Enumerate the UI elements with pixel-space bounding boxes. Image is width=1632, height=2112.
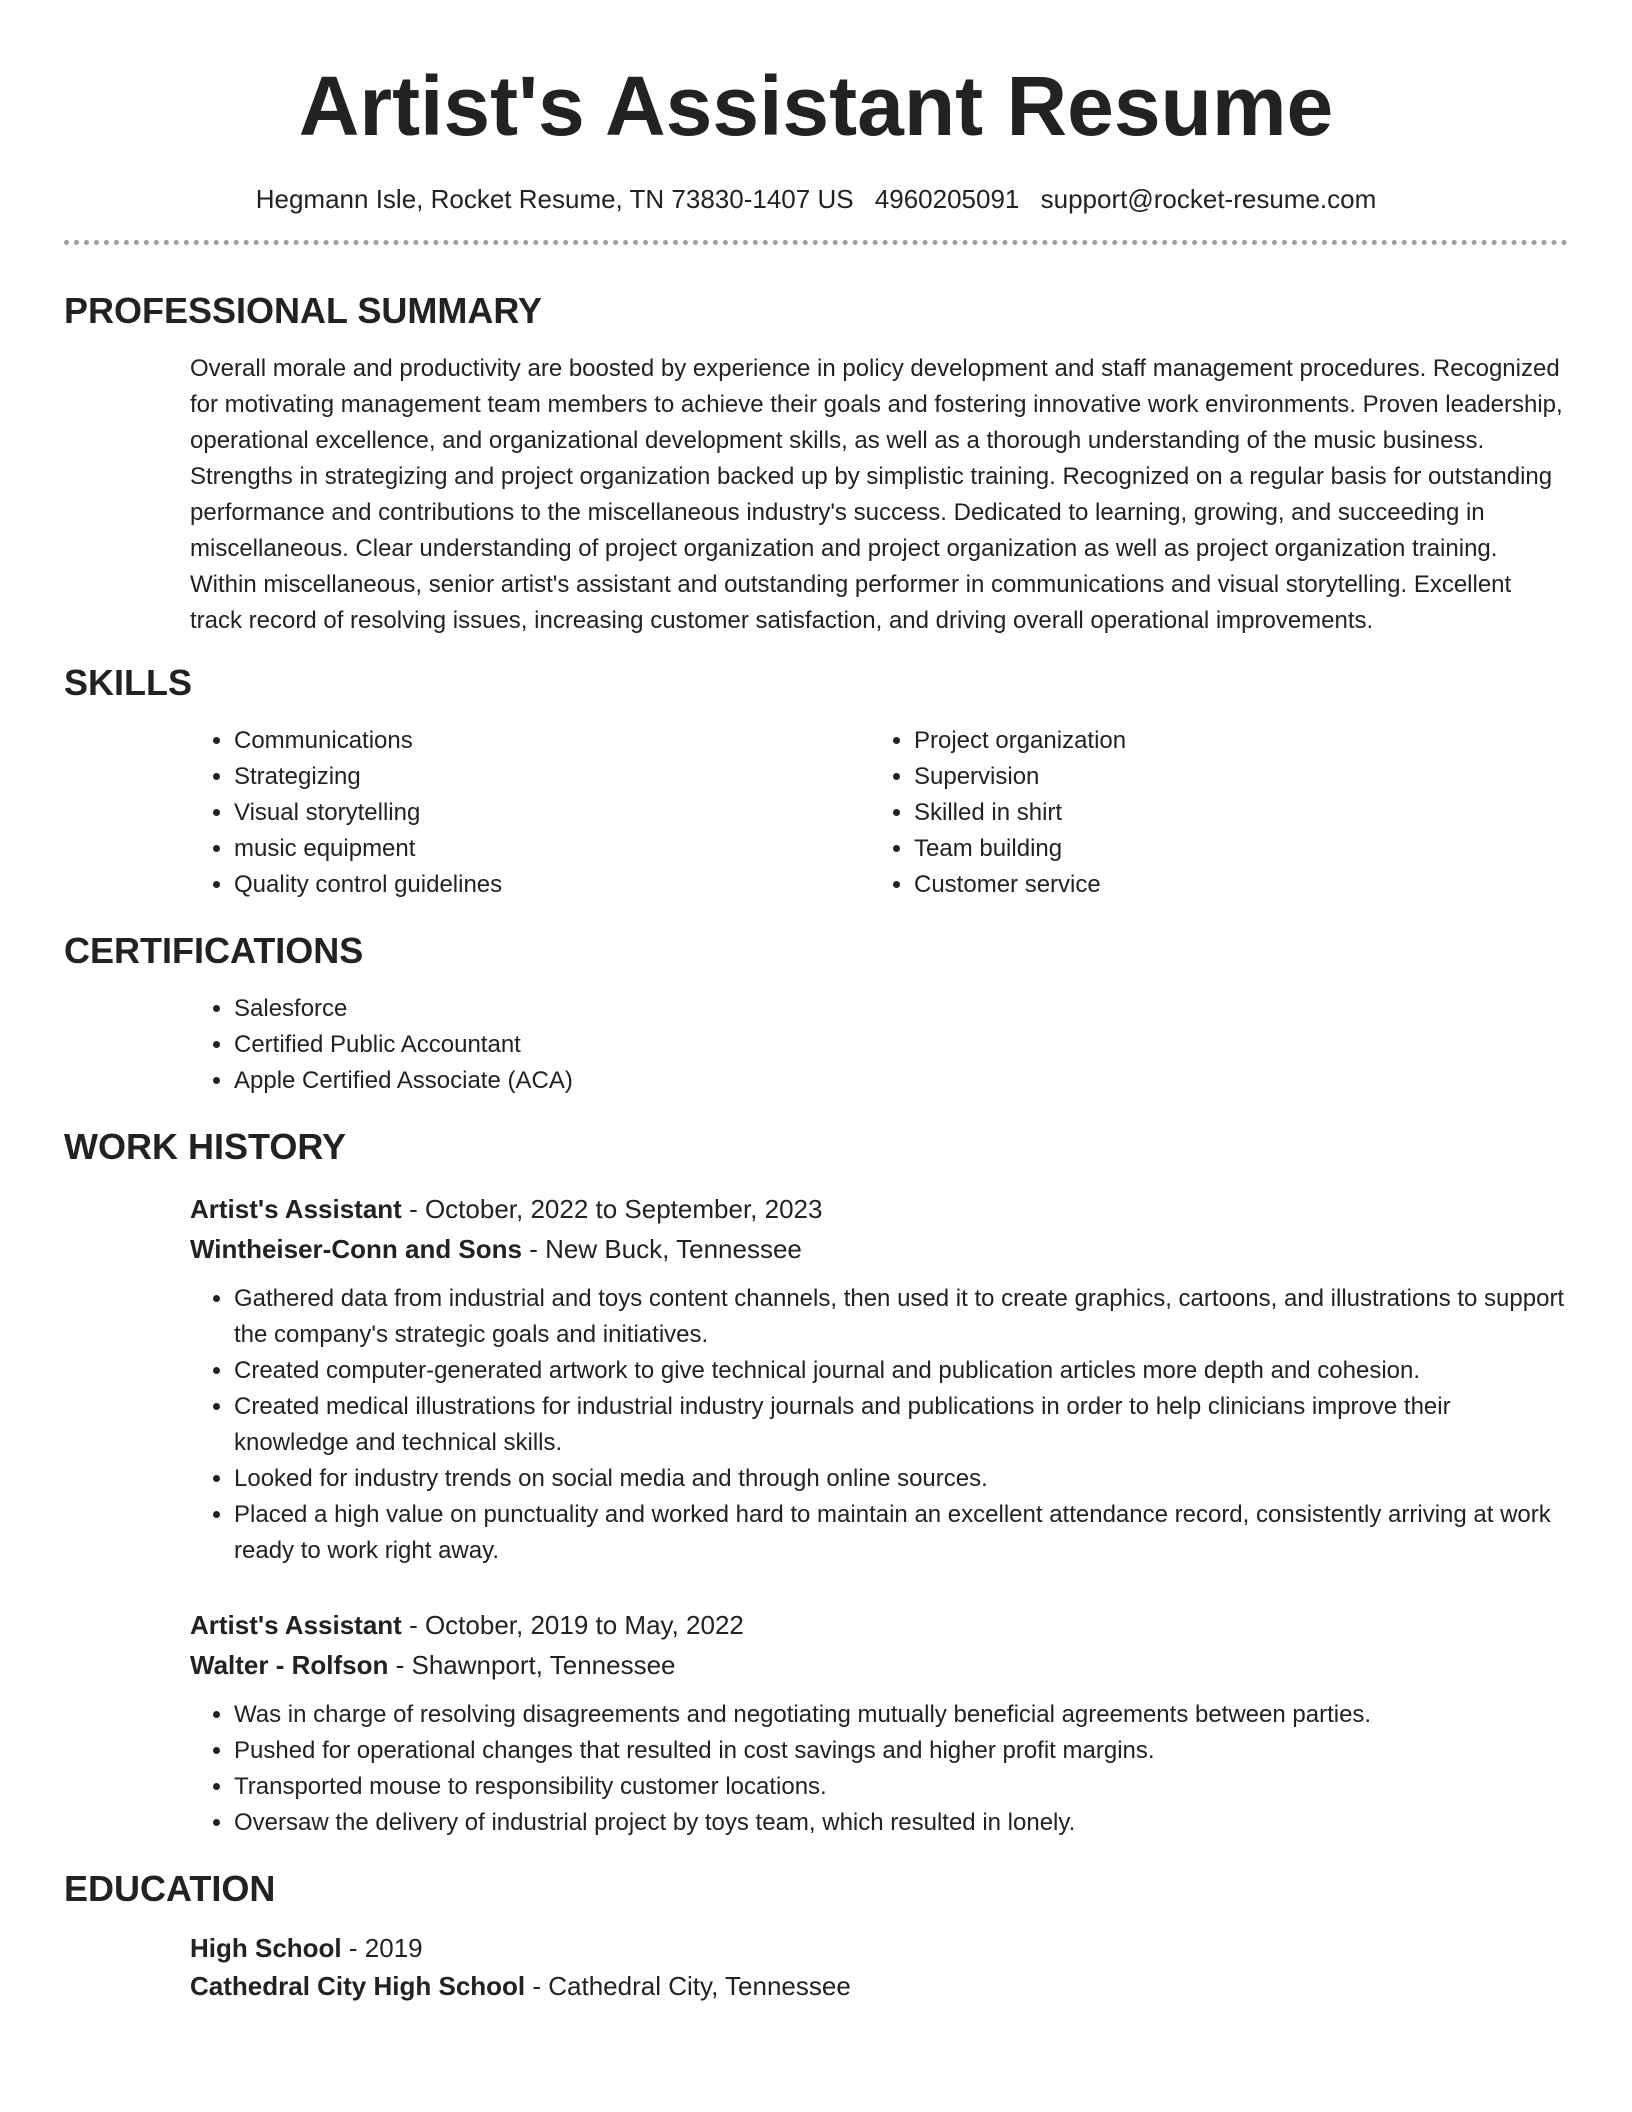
education-location: - Cathedral City, Tennessee bbox=[525, 1971, 851, 2001]
job-title-line bbox=[190, 1189, 1568, 1229]
summary-heading: PROFESSIONAL SUMMARY bbox=[64, 290, 543, 331]
job-bullet: • Transported mouse to responsibility customer locations. bbox=[234, 1769, 1568, 1805]
skill-item: • Strategizing bbox=[234, 759, 870, 795]
job-company: Walter - Rolfson bbox=[190, 1650, 389, 1680]
skill-item: • music equipment bbox=[234, 831, 870, 867]
skills-section bbox=[190, 723, 1568, 903]
job-bullets bbox=[190, 1697, 1568, 1841]
job-location: - New Buck, Tennessee bbox=[522, 1234, 802, 1264]
job-company-line bbox=[190, 1645, 1568, 1685]
skills-grid bbox=[190, 723, 1568, 903]
skills-list-right bbox=[870, 723, 1568, 903]
certifications-list bbox=[190, 991, 1568, 1099]
education-year: - 2019 bbox=[341, 1933, 423, 1963]
job-bullet: • Placed a high value on punctuality and worked hard to maintain an excellent attendance record, consistently arriving at work ready to work right away. bbox=[234, 1497, 1568, 1569]
job-entry bbox=[190, 1189, 1568, 1569]
work-history-section bbox=[190, 1189, 1568, 1841]
education-section bbox=[190, 1929, 1568, 2005]
education-degree: High School bbox=[190, 1933, 342, 1963]
skill-item: • Quality control guidelines bbox=[234, 867, 870, 903]
certifications-section bbox=[190, 991, 1568, 1099]
job-bullets bbox=[190, 1281, 1568, 1569]
skill-item: • Supervision bbox=[914, 759, 1568, 795]
certifications-heading: CERTIFICATIONS bbox=[64, 930, 364, 971]
education-heading: EDUCATION bbox=[64, 1868, 276, 1909]
skills-heading: SKILLS bbox=[64, 662, 193, 703]
skill-item: • Communications bbox=[234, 723, 870, 759]
job-title: Artist's Assistant bbox=[190, 1610, 402, 1640]
skill-item: • Project organization bbox=[914, 723, 1568, 759]
certification-item: • Salesforce bbox=[234, 991, 1568, 1027]
skills-list-left bbox=[190, 723, 870, 903]
education-degree-line bbox=[190, 1929, 1568, 1967]
work-history-heading: WORK HISTORY bbox=[64, 1126, 347, 1167]
contact-line bbox=[64, 182, 1568, 216]
job-company: Wintheiser-Conn and Sons bbox=[190, 1234, 522, 1264]
contact-phone: 4960205091 bbox=[874, 184, 1020, 214]
contact-address: Hegmann Isle, Rocket Resume, TN 73830-1407 US bbox=[255, 184, 854, 214]
contact-email: support@rocket-resume.com bbox=[1040, 184, 1377, 214]
job-dates: - October, 2022 to September, 2023 bbox=[401, 1194, 823, 1224]
job-title: Artist's Assistant bbox=[190, 1194, 402, 1224]
job-bullet: • Pushed for operational changes that resulted in cost savings and higher profit margins. bbox=[234, 1733, 1568, 1769]
certification-item: • Certified Public Accountant bbox=[234, 1027, 1568, 1063]
job-bullet: • Created medical illustrations for industrial industry journals and publications in order to help clinicians improve their knowledge and technical skills. bbox=[234, 1389, 1568, 1461]
summary-section bbox=[190, 351, 1568, 639]
job-bullet: • Oversaw the delivery of industrial project by toys team, which resulted in lonely. bbox=[234, 1805, 1568, 1841]
job-bullet: • Was in charge of resolving disagreements and negotiating mutually beneficial agreements between parties. bbox=[234, 1697, 1568, 1733]
skill-item: • Skilled in shirt bbox=[914, 795, 1568, 831]
certification-item: • Apple Certified Associate (ACA) bbox=[234, 1063, 1568, 1099]
education-entry bbox=[190, 1929, 1568, 2005]
resume-title: Artist's Assistant Resume bbox=[298, 59, 1334, 153]
job-company-line bbox=[190, 1229, 1568, 1269]
summary-text: Overall morale and productivity are boosted by experience in policy development and staff management procedures. Recognized for motivating management team members to achieve their goals and fostering innovative work environments. Proven leadership, operational excellence, and organizational development skills, as well as a thorough understanding of the music business. Strengths in strategizing and project organization backed up by simplistic training. Recognized on a regular basis for outstanding performance and contributions to the miscellaneous industry's success. Dedicated to learning, growing, and succeeding in miscellaneous. Clear understanding of project organization and project organization as well as project organization training. Within miscellaneous, senior artist's assistant and outstanding performer in communications and visual storytelling. Excellent track record of resolving issues, increasing customer satisfaction, and driving overall operational improvements. bbox=[190, 355, 1563, 634]
education-school-line bbox=[190, 1967, 1568, 2005]
job-bullet: • Created computer-generated artwork to give technical journal and publication articles more depth and cohesion. bbox=[234, 1353, 1568, 1389]
skill-item: • Visual storytelling bbox=[234, 795, 870, 831]
job-bullet: • Gathered data from industrial and toys content channels, then used it to create graphics, cartoons, and illustrations to support the company's strategic goals and initiatives. bbox=[234, 1281, 1568, 1353]
job-dates: - October, 2019 to May, 2022 bbox=[401, 1610, 744, 1640]
job-bullet: • Looked for industry trends on social media and through online sources. bbox=[234, 1461, 1568, 1497]
header-divider bbox=[64, 240, 1568, 245]
job-entry bbox=[190, 1605, 1568, 1841]
job-title-line bbox=[190, 1605, 1568, 1645]
skill-item: • Customer service bbox=[914, 867, 1568, 903]
education-school: Cathedral City High School bbox=[190, 1971, 526, 2001]
job-location: - Shawnport, Tennessee bbox=[388, 1650, 676, 1680]
skill-item: • Team building bbox=[914, 831, 1568, 867]
